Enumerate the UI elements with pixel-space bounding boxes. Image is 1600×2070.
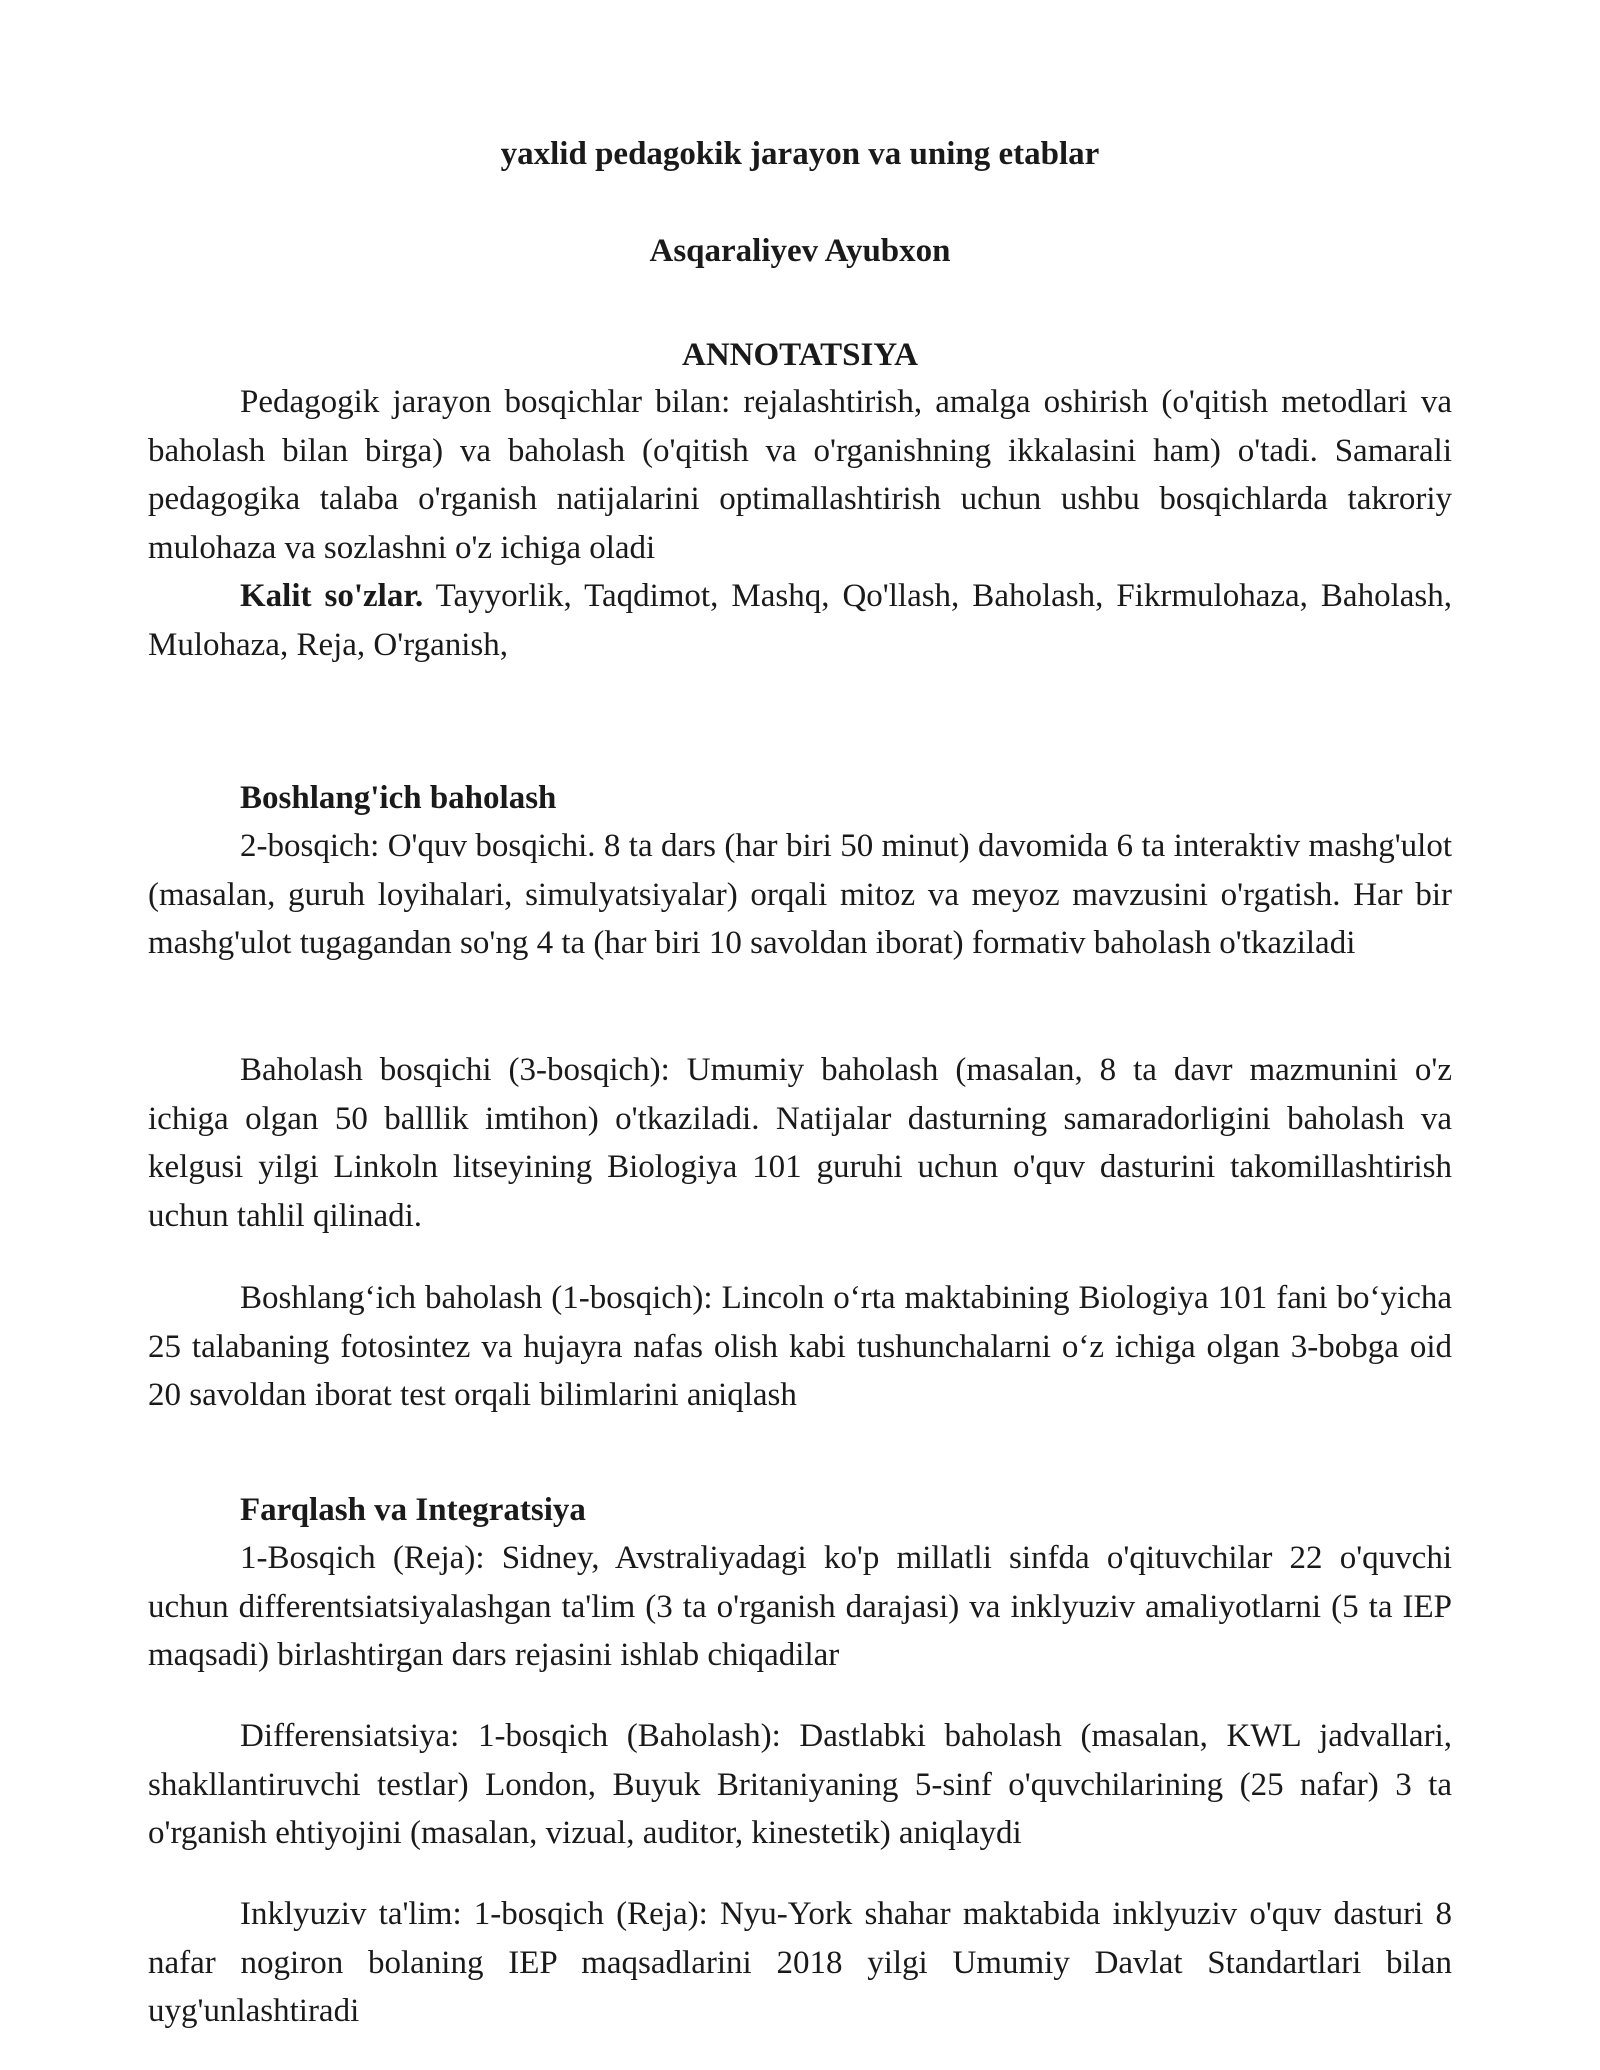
section1-paragraph-3: Boshlang‘ich baholash (1-bosqich): Lincoln o‘rta maktabining Biologiya 101 fani bo‘yicha 25 talabaning fotosintez va hujayra nafas olish kabi tushunchalarni o‘z ichiga olgan 3-bobga oid 20 savoldan iborat test orqali bilimlarini aniqlash — [148, 1280, 1452, 1413]
section2-paragraph-2: Differensiatsiya: 1-bosqich (Baholash): Dastlabki baholash (masalan, KWL jadvallari, shakllantiruvchi testlar) London, Buyuk Britaniyaning 5-sinf o'quvchilarining (25 nafar) 3 ta o'rganish ehtiyojini (masalan, vizual, auditor, kinestetik) aniqlaydi — [148, 1718, 1452, 1851]
keywords-label: Kalit so'zlar. — [240, 578, 424, 614]
section-heading-differentiation: Farqlash va Integratsiya — [240, 1492, 586, 1528]
annotation-paragraph: Pedagogik jarayon bosqichlar bilan: rejalashtirish, amalga oshirish (o'qitish metodlari va baholash bilan birga) va baholash (o'qitish va o'rganishning ikkalasini ham) o'tadi. Samarali pedagogika talaba o'rganish natijalarini optimallashtirish uchun ushbu bosqichlarda takroriy mulohaza va sozlashni o'z ichiga oladi — [148, 384, 1452, 566]
section2-paragraph-1: 1-Bosqich (Reja): Sidney, Avstraliyadagi ko'p millatli sinfda o'qituvchilar 22 o'quvchi uchun differentsiatsiyalashgan ta'lim (3 ta o'rganish darajasi) va inklyuziv amaliyotlarni (5 ta IEP maqsadi) birlashtirgan dars rejasini ishlab chiqadilar — [148, 1540, 1452, 1673]
author-name: Asqaraliyev Ayubxon — [649, 233, 951, 269]
section-heading-initial-assessment: Boshlang'ich baholash — [240, 780, 557, 816]
section1-paragraph-1: 2-bosqich: O'quv bosqichi. 8 ta dars (har biri 50 minut) davomida 6 ta interaktiv mashg'ulot (masalan, guruh loyihalari, simulyatsiyalar) orqali mitoz va meyoz mavzusini o'rgatish. Har bir mashg'ulot tugagandan so'ng 4 ta (har biri 10 savoldan iborat) formativ baholash o'tkaziladi — [148, 828, 1452, 961]
section1-paragraph-2: Baholash bosqichi (3-bosqich): Umumiy baholash (masalan, 8 ta davr mazmunini o'z ichiga olgan 50 balllik imtihon) o'tkaziladi. Natijalar dasturning samaradorligini baholash va kelgusi yilgi Linkoln litseyining Biologiya 101 guruhi uchun o'quv dasturini takomillashtirish uchun tahlil qilinadi. — [148, 1052, 1452, 1234]
keywords-text: Tayyorlik, Taqdimot, Mashq, Qo'llash, Baholash, Fikrmulohaza, Baholash, Mulohaza, Reja, O'rganish, — [148, 578, 1452, 663]
annotation-heading: ANNOTATSIYA — [682, 337, 918, 373]
document-page — [148, 0, 1452, 2070]
document-title: yaxlid pedagokik jarayon va uning etablar — [500, 136, 1100, 172]
keywords-paragraph — [148, 572, 1452, 669]
section2-paragraph-3: Inklyuziv ta'lim: 1-bosqich (Reja): Nyu-York shahar maktabida inklyuziv o'quv dasturi 8 nafar nogiron bolaning IEP maqsadlarini 2018 yilgi Umumiy Davlat Standartlari bilan uyg'unlashtiradi — [148, 1896, 1452, 2029]
